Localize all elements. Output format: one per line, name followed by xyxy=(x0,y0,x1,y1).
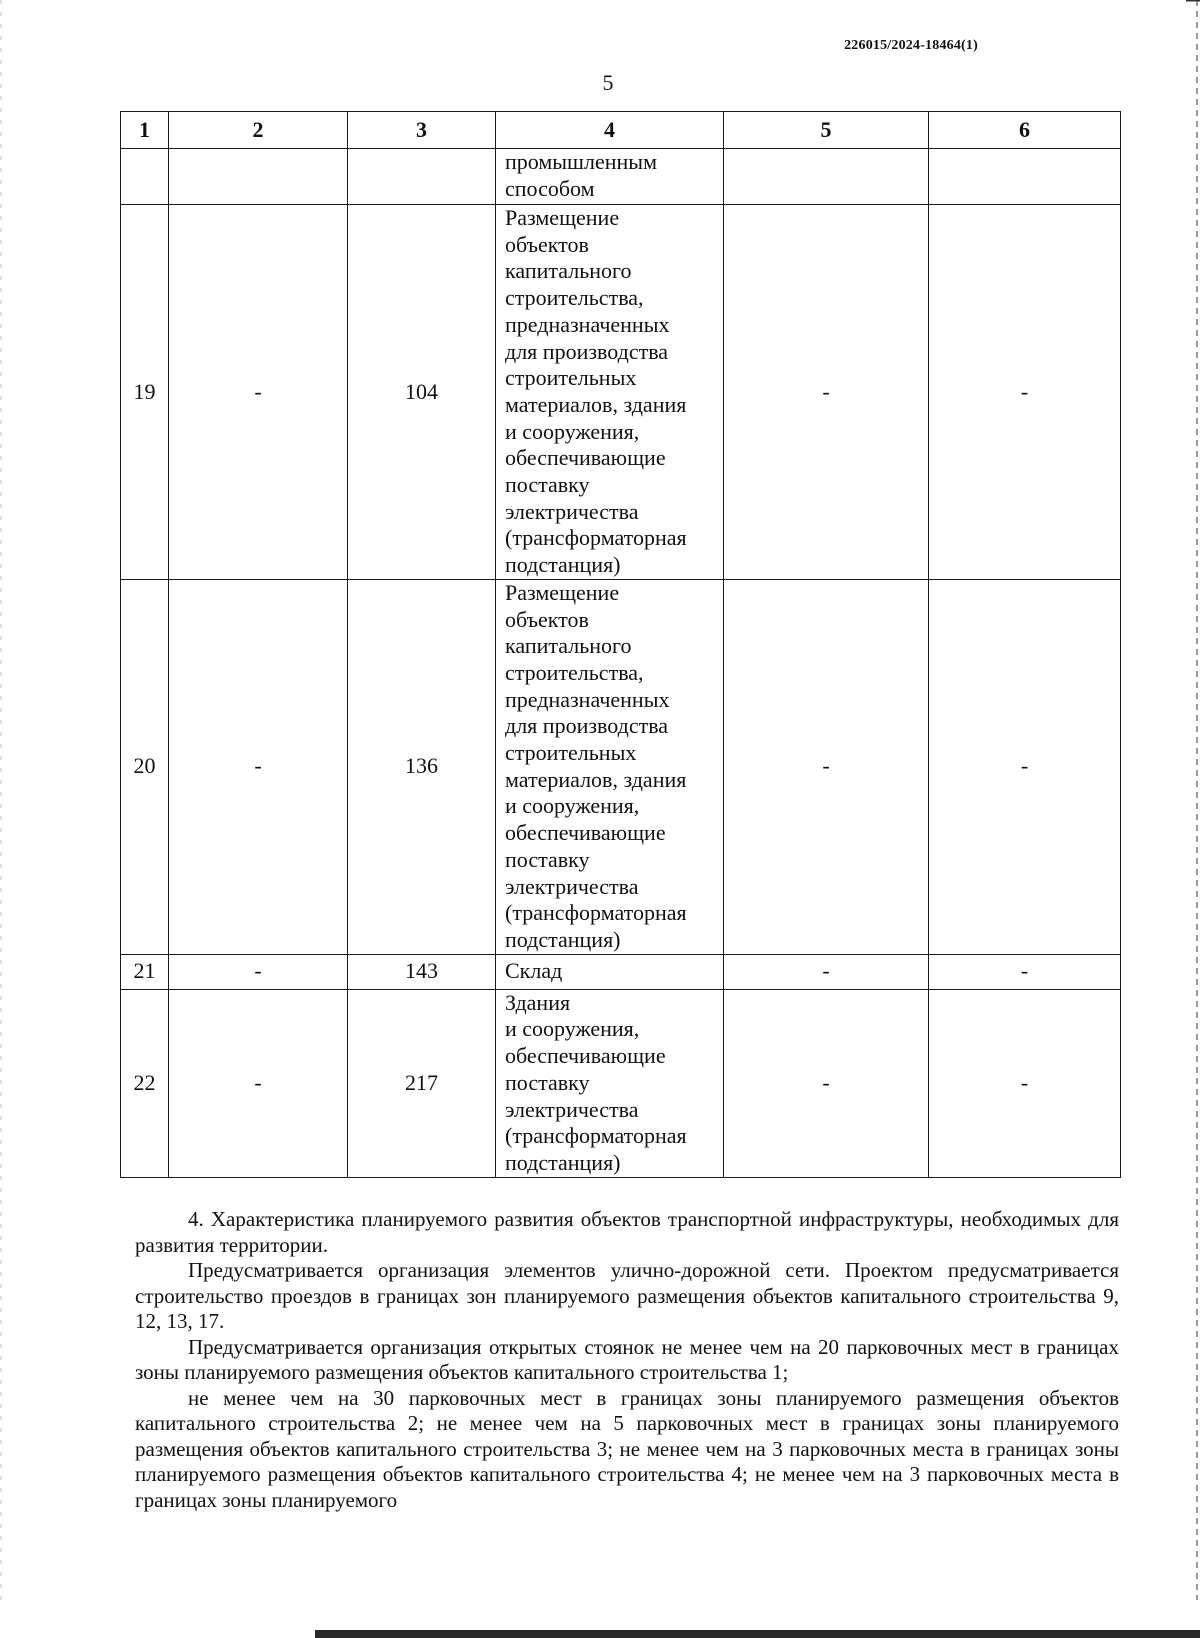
cell-number: 21 xyxy=(121,954,169,989)
cell-col2 xyxy=(169,149,348,205)
cell-col5: - xyxy=(724,205,929,580)
table-row xyxy=(121,205,1121,580)
column-header: 6 xyxy=(929,112,1121,149)
cell-number: 22 xyxy=(121,989,169,1177)
cell-col6: - xyxy=(929,205,1121,580)
cell-description: Здания и сооружения, обеспечивающие поставку электричества (трансформаторная подстанция) xyxy=(496,989,724,1177)
cell-col2: - xyxy=(169,579,348,954)
cell-description: Склад xyxy=(496,954,724,989)
paragraph: Предусматривается организация открытых стоянок не менее чем на 20 парковочных мест в границах зоны планируемого размещения объектов капитального строительства 1; xyxy=(135,1334,1119,1384)
document-registration-number: 226015/2024-18464(1) xyxy=(844,38,978,53)
table-row xyxy=(121,579,1121,954)
cell-description: промышленным способом xyxy=(496,149,724,205)
paragraph: Предусматривается организация элементов улично-дорожной сети. Проектом предусматривается строительство проездов в границах зон планируемого размещения объектов капитального строительства 9, 12, 13, 17. xyxy=(135,1258,1119,1333)
cell-col2: - xyxy=(169,989,348,1177)
scan-bottom-edge xyxy=(315,1630,1200,1638)
cell-col3: 217 xyxy=(348,989,496,1177)
cell-col2: - xyxy=(169,205,348,580)
section-heading-paragraph: 4. Характеристика планируемого развития объектов транспортной инфраструктуры, необходимых для развития территории. xyxy=(135,1207,1119,1257)
cell-description: Размещение объектов капитального строительства, предназначенных для производства строительных материалов, здания и сооружения, обеспечивающие поставку электричества (трансформаторная подстанция) xyxy=(496,579,724,954)
cell-col3: 143 xyxy=(348,954,496,989)
column-header: 1 xyxy=(121,112,169,149)
data-table xyxy=(120,111,1121,1178)
cell-description: Размещение объектов капитального строительства, предназначенных для производства строительных материалов, здания и сооружения, обеспечивающие поставку электричества (трансформаторная подстанция) xyxy=(496,205,724,580)
cell-col3: 104 xyxy=(348,205,496,580)
table-header-row xyxy=(121,112,1121,149)
table-row-continuation xyxy=(121,149,1121,205)
cell-col3 xyxy=(348,149,496,205)
cell-number: 19 xyxy=(121,205,169,580)
body-text xyxy=(135,1207,1119,1513)
column-header: 4 xyxy=(496,112,724,149)
cell-col2: - xyxy=(169,954,348,989)
cell-col5: - xyxy=(724,954,929,989)
cell-col6: - xyxy=(929,989,1121,1177)
cell-col6: - xyxy=(929,579,1121,954)
cell-col5: - xyxy=(724,989,929,1177)
column-header: 2 xyxy=(169,112,348,149)
cell-col6 xyxy=(929,149,1121,205)
table-row xyxy=(121,954,1121,989)
column-header: 3 xyxy=(348,112,496,149)
column-header: 5 xyxy=(724,112,929,149)
cell-col3: 136 xyxy=(348,579,496,954)
table-row xyxy=(121,989,1121,1177)
cell-col5 xyxy=(724,149,929,205)
cell-col5: - xyxy=(724,579,929,954)
cell-col6: - xyxy=(929,954,1121,989)
cell-number xyxy=(121,149,169,205)
cell-number: 20 xyxy=(121,579,169,954)
paragraph: не менее чем на 30 парковочных мест в границах зоны планируемого размещения объектов капитального строительства 2; не менее чем на 5 парковочных мест в границах зоны планируемого размещения объектов капитального строительства 3; не менее чем на 3 парковочных места в границах зоны планируемого размещения объектов капитального строительства 4; не менее чем на 3 парковочных места в границах зоны планируемого xyxy=(135,1385,1119,1512)
page-number: 5 xyxy=(602,70,614,95)
